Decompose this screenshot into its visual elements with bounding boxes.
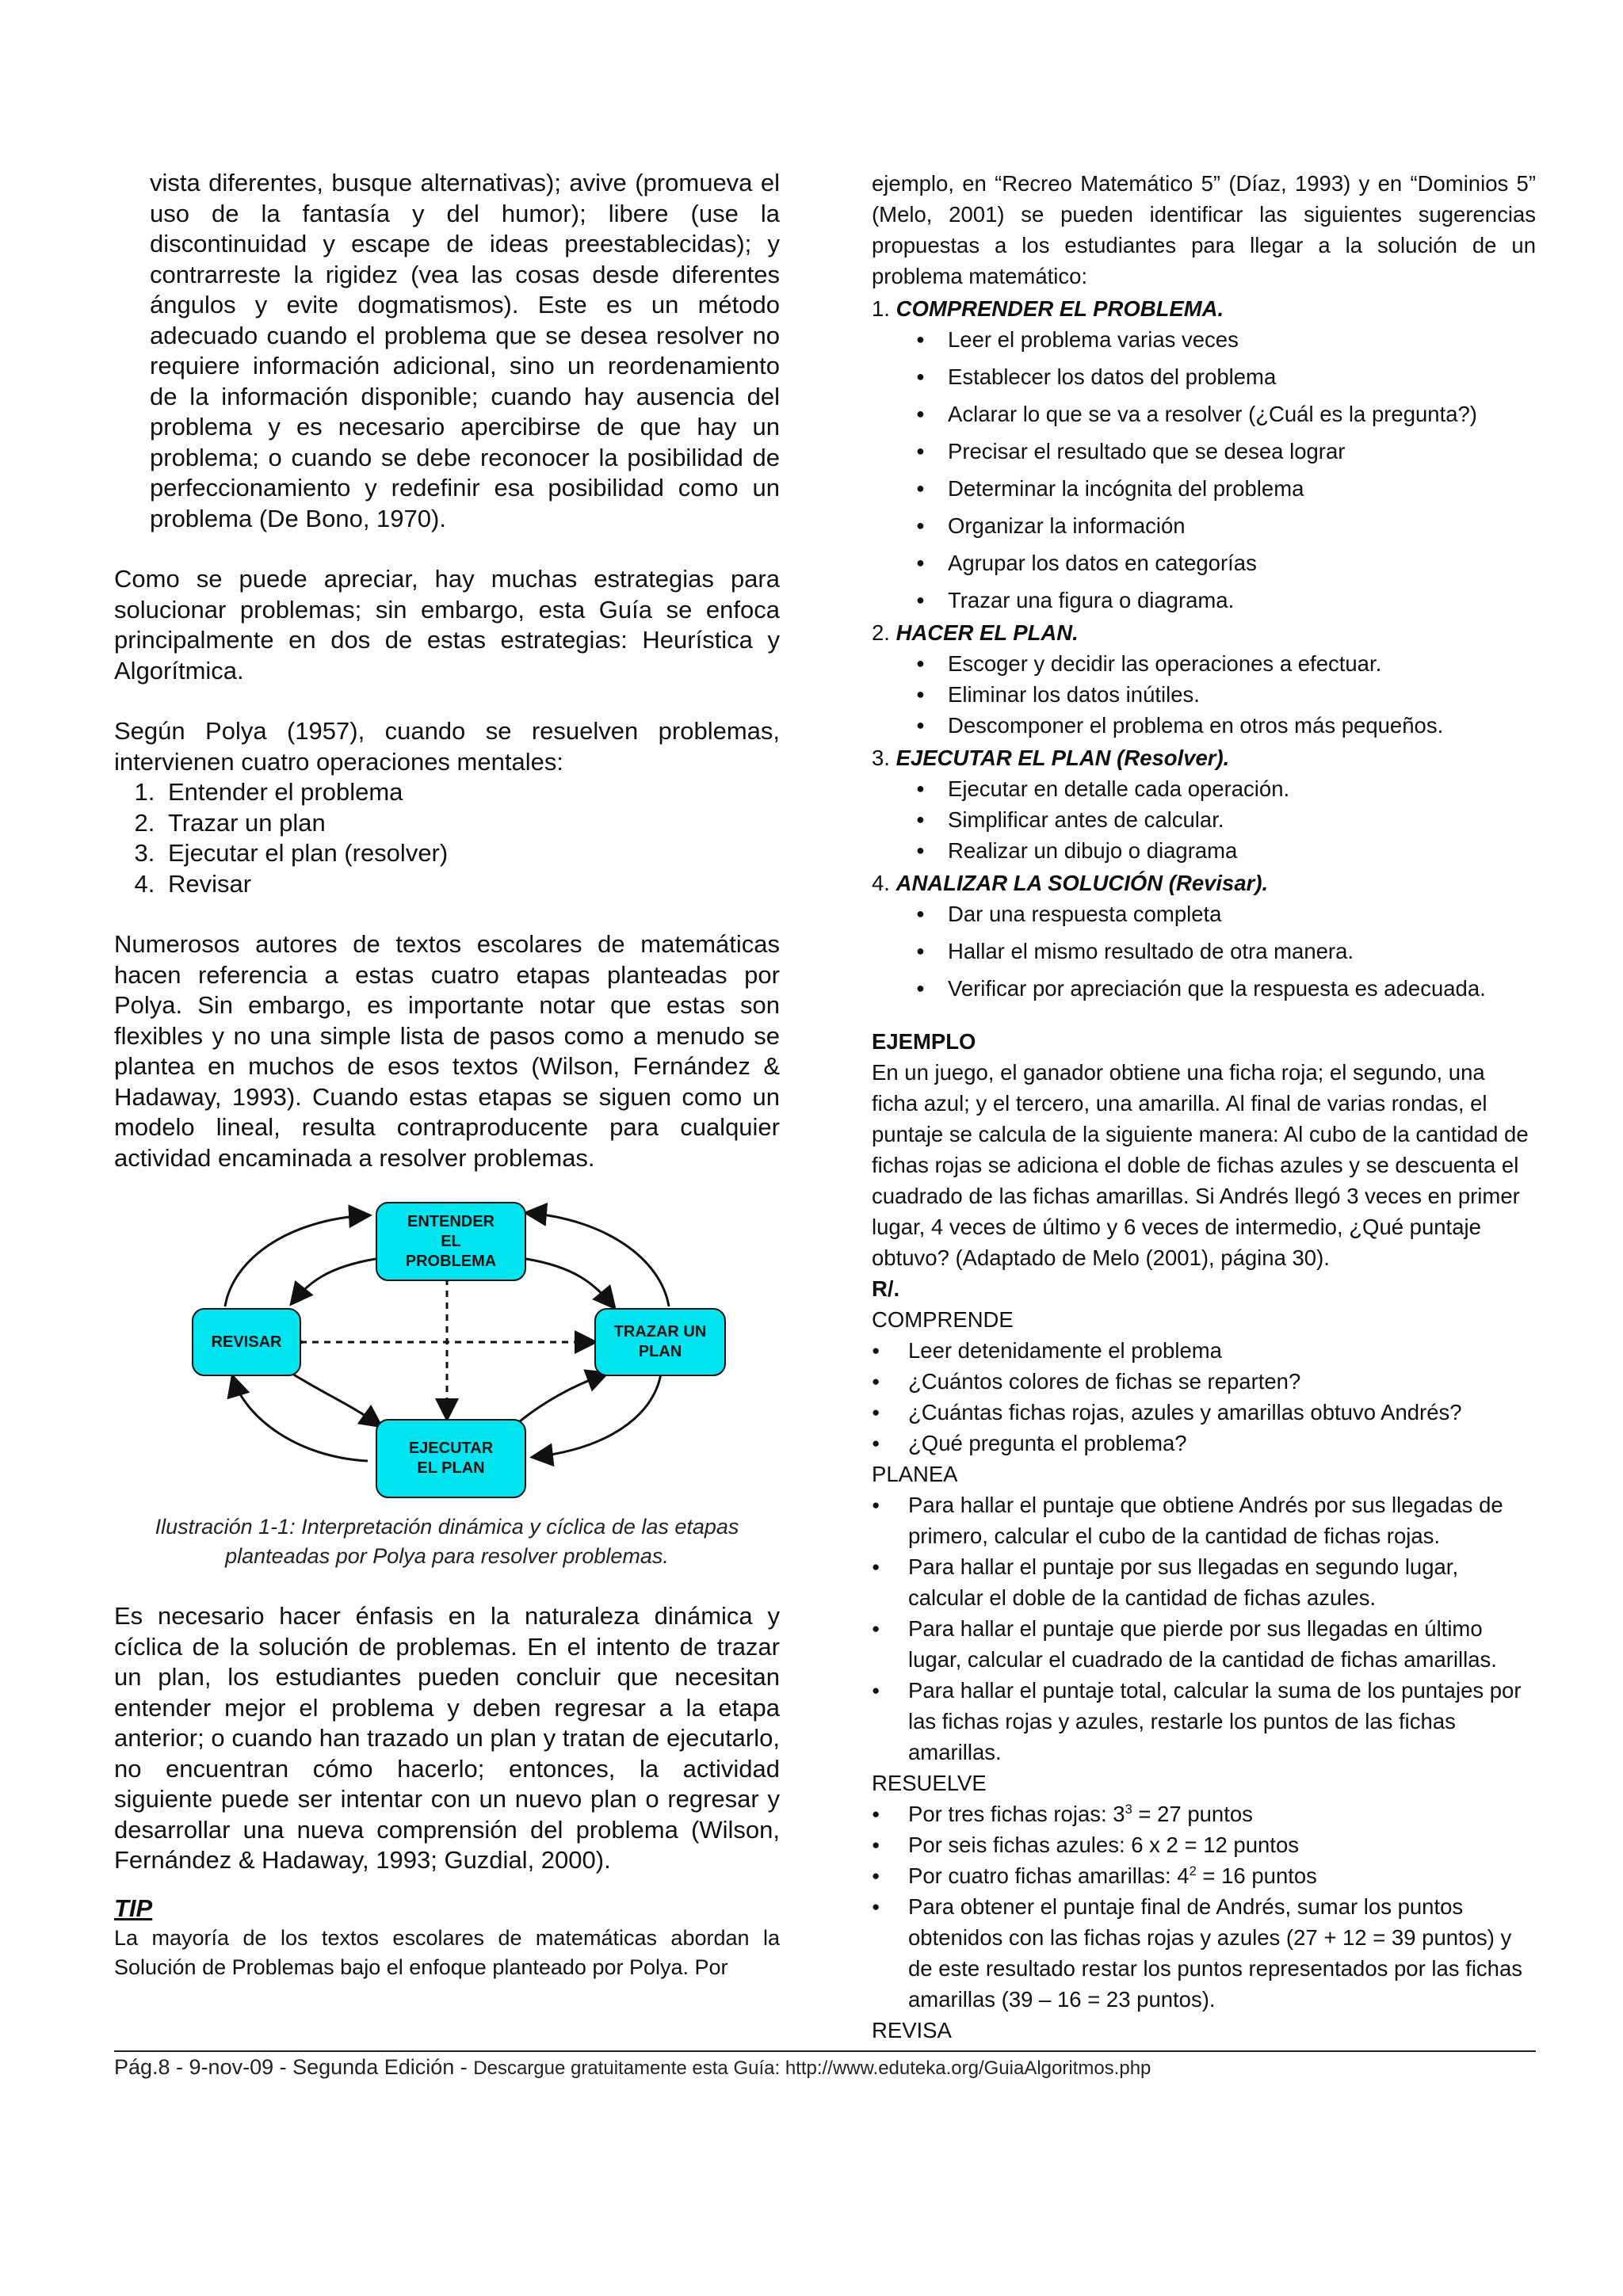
planea-label: PLANEA	[872, 1462, 958, 1486]
list-item: ● Precisar el resultado que se desea lograr	[916, 436, 1536, 467]
list-item: ● Determinar la incógnita del problema	[916, 473, 1536, 504]
section-heading: 2. HACER EL PLAN.	[872, 620, 1079, 645]
list-item: ● Para hallar el puntaje que obtiene Andrés por sus llegadas de primero, calcular el cubo de la cantidad de fichas rojas.	[872, 1489, 1536, 1551]
list-item: ● Escoger y decidir las operaciones a efectuar.	[916, 648, 1536, 679]
section-4-list	[872, 898, 1536, 1004]
list-item: ● Ejecutar en detalle cada operación.	[916, 773, 1536, 804]
list-item: ● Trazar una figura o diagrama.	[916, 585, 1536, 616]
list-item: ● Organizar la información	[916, 510, 1536, 541]
example-text: En un juego, el ganador obtiene una ficha roja; el segundo, una ficha azul; y el tercero, una amarilla. Al final de varias rondas, el puntaje se calcula de la siguiente manera: Al cubo de la cantidad de fichas rojas se adiciona el doble de fichas azules y se descuenta el cuadrado de las fichas amarillas. Si Andrés llegó 3 veces en primer lugar, 4 veces de último y 6 veces de intermedio, ¿Qué puntaje obtuvo? (Adaptado de Melo (2001), página 30).	[872, 1060, 1529, 1270]
node-ejecutar: EJECUTAR EL PLAN	[376, 1419, 526, 1498]
polya-steps-list	[114, 777, 780, 899]
arrow-right-to-bottom	[534, 1374, 661, 1457]
arrow-bottom-to-right	[510, 1374, 605, 1429]
list-item: ● Descomponer el problema en otros más pequeños.	[916, 710, 1536, 741]
node-trazar: TRAZAR UN PLAN	[594, 1308, 726, 1376]
dynamic-paragraph: Es necesario hacer énfasis en la naturaleza dinámica y cíclica de la solución de problemas. En el intento de trazar un plan, los estudiantes pueden concluir que necesitan entender mejor el problema y deben regresar a la etapa anterior; o cuando han trazado un plan y tratan de ejecutarlo, no encuentran cómo hacerlo; entonces, la actividad siguiente puede ser intentar con un nuevo plan o regresar y desarrollar una nueva comprensión del problema (Wilson, Fernández & Hadaway, 1993; Guzdial, 2000).	[114, 1602, 780, 1874]
list-item: ● Para hallar el puntaje que pierde por sus llegadas en último lugar, calcular el cuadrado de la cantidad de fichas amarillas.	[872, 1613, 1536, 1675]
tip-text: La mayoría de los textos escolares de matemáticas abordan la Solución de Problemas bajo el enfoque planteado por Polya. Por	[114, 1926, 780, 1979]
arrow-left-to-top	[225, 1215, 368, 1306]
footer-download-link[interactable]: Descargue gratuitamente esta Guía: http://www.eduteka.org/GuiaAlgoritmos.php	[473, 2058, 1151, 2079]
section-heading: 3. EJECUTAR EL PLAN (Resolver).	[872, 746, 1230, 770]
list-item: 3. Ejecutar el plan (resolver)	[162, 838, 780, 869]
strategies-paragraph: Como se puede apreciar, hay muchas estrategias para solucionar problemas; sin embargo, esta Guía se enfoca principalmente en dos de estas estrategias: Heurística y Algorítmica.	[114, 565, 780, 685]
authors-paragraph: Numerosos autores de textos escolares de matemáticas hacen referencia a estas cuatro etapas planteadas por Polya. Sin embargo, es importante notar que estas son flexibles y no una simple lista de pasos como a menudo se plantea en muchos de esos textos (Wilson, Fernández & Hadaway, 1993). Cuando estas etapas se siguen como un modelo lineal, resulta contraproducente para cualquier actividad encaminada a resolver problemas.	[114, 930, 780, 1172]
polya-cycle-diagram	[114, 1196, 780, 1503]
list-item: ● Realizar un dibujo o diagrama	[916, 835, 1536, 866]
arrow-right-to-top	[528, 1213, 669, 1306]
arrow-bottom-to-left	[233, 1378, 368, 1461]
list-item: ● ¿Cuántas fichas rojas, azules y amarillas obtuvo Andrés?	[872, 1397, 1536, 1428]
comprende-list	[872, 1335, 1536, 1459]
list-item: ● Verificar por apreciación que la respuesta es adecuada.	[916, 973, 1536, 1004]
planea-list	[872, 1489, 1536, 1768]
list-item: ● Por seis fichas azules: 6 x 2 = 12 puntos	[872, 1829, 1536, 1860]
intro-paragraph: vista diferentes, busque alternativas); avive (promueva el uso de la fantasía y del humor); libere (use la discontinuidad y escape de ideas preestablecidas); y contrarreste la rigidez (vea las cosas desde diferentes ángulos y evite dogmatismos). Este es un método adecuado cuando el problema que se desea resolver no requiere información adicional, sino un reordenamiento de la información disponible; cuando hay ausencia del problema y es necesario apercibirse de que hay un problema; o cuando se debe reconocer la posibilidad de perfeccionamiento y redefinir esa posibilidad como un problema (De Bono, 1970).	[150, 169, 780, 532]
resuelve-label: RESUELVE	[872, 1771, 987, 1795]
left-column	[114, 168, 780, 1982]
list-item: ● Eliminar los datos inútiles.	[916, 679, 1536, 710]
right-intro: ejemplo, en “Recreo Matemático 5” (Díaz, 1993) y en “Dominios 5” (Melo, 2001) se pueden identificar las siguientes sugerencias propuestas a los estudiantes para llegar a la solución de un problema matemático:	[872, 171, 1536, 288]
arrow-left-to-bottom	[292, 1374, 380, 1425]
list-item: ● Leer el problema varias veces	[916, 324, 1536, 355]
list-item: 4. Revisar	[162, 869, 780, 900]
footer-page-info: Pág.8 - 9-nov-09 - Segunda Edición -	[114, 2055, 474, 2079]
section-2-list	[872, 648, 1536, 741]
section-1-list	[872, 324, 1536, 616]
node-entender: ENTENDER EL PROBLEMA	[376, 1202, 526, 1281]
revisa-label: REVISA	[872, 2018, 952, 2042]
section-heading: 4. ANALIZAR LA SOLUCIÓN (Revisar).	[872, 871, 1269, 895]
list-item: 1. Entender el problema	[162, 777, 780, 808]
list-item: ● ¿Qué pregunta el problema?	[872, 1428, 1536, 1459]
arrow-top-to-left	[292, 1259, 376, 1302]
comprende-label: COMPRENDE	[872, 1307, 1014, 1332]
section-3-list	[872, 773, 1536, 866]
node-revisar: REVISAR	[192, 1308, 301, 1376]
arrow-top-to-right	[526, 1259, 613, 1306]
section-heading: 1. COMPRENDER EL PROBLEMA.	[872, 296, 1224, 321]
figure-caption: Ilustración 1-1: Interpretación dinámica y cíclica de las etapas planteadas por Polya para resolver problemas.	[155, 1515, 739, 1568]
polya-paragraph: Según Polya (1957), cuando se resuelven problemas, intervienen cuatro operaciones mentales:	[114, 717, 780, 776]
tip-heading: TIP	[114, 1894, 153, 1922]
example-heading: EJEMPLO	[872, 1029, 976, 1054]
list-item: ● Simplificar antes de calcular.	[916, 804, 1536, 835]
list-item: ● ¿Cuántos colores de fichas se reparten?	[872, 1366, 1536, 1397]
list-item: ● Agrupar los datos en categorías	[916, 547, 1536, 578]
list-item: ● Para hallar el puntaje total, calcular la suma de los puntajes por las fichas rojas y azules, restarle los puntos de las fichas amarillas.	[872, 1675, 1536, 1768]
resuelve-list	[872, 1798, 1536, 2015]
list-item: ● Dar una respuesta completa	[916, 898, 1536, 929]
list-item: ● Hallar el mismo resultado de otra manera.	[916, 936, 1536, 967]
list-item: ● Para hallar el puntaje por sus llegadas en segundo lugar, calcular el doble de la cantidad de fichas azules.	[872, 1551, 1536, 1613]
page-footer	[114, 2055, 1541, 2080]
right-column	[872, 168, 1536, 2046]
list-item: 2. Trazar un plan	[162, 808, 780, 839]
list-item: ● Por tres fichas rojas: $3^3 = 27$ puntos	[872, 1798, 1536, 1829]
list-item: ● Leer detenidamente el problema	[872, 1335, 1536, 1366]
list-item: ● Para obtener el puntaje final de Andrés, sumar los puntos obtenidos con las fichas rojas y azules (27 + 12 = 39 puntos) y de este resultado restar los puntos representados por las fichas amarillas (39 – 16 = 23 puntos).	[872, 1891, 1536, 2015]
footer-divider	[114, 2050, 1536, 2052]
list-item: ● Por cuatro fichas amarillas: $4^2 = 16$ puntos	[872, 1860, 1536, 1891]
list-item: ● Aclarar lo que se va a resolver (¿Cuál es la pregunta?)	[916, 399, 1536, 429]
list-item: ● Establecer los datos del problema	[916, 361, 1536, 392]
answer-label: R/.	[872, 1276, 900, 1301]
